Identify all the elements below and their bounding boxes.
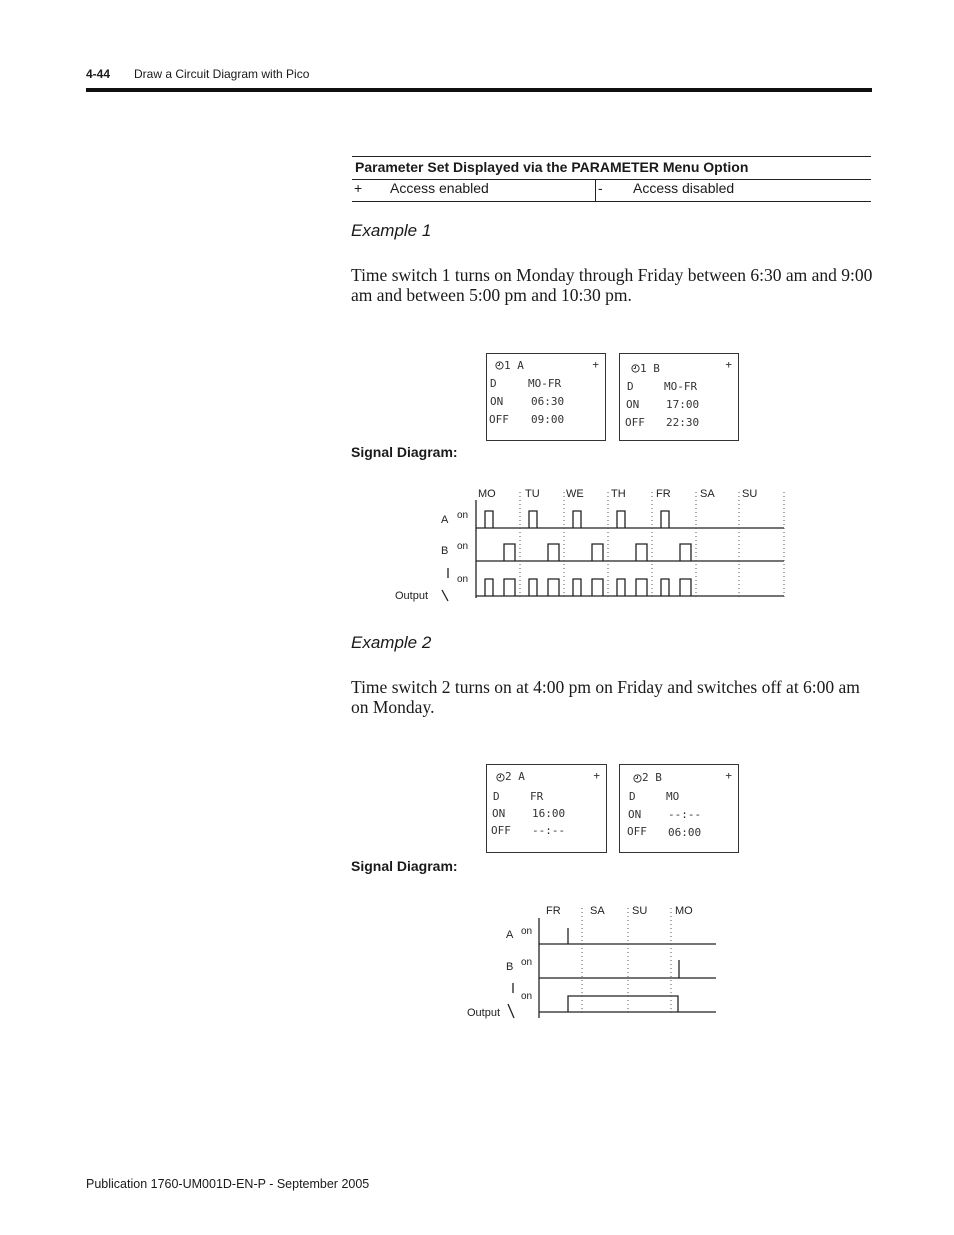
clock-icon (496, 772, 505, 785)
day-value: MO (666, 790, 680, 803)
day-value: FR (530, 790, 544, 803)
day-value: MO-FR (528, 377, 562, 390)
day-label: D (490, 377, 497, 390)
chapter-title: Draw a Circuit Diagram with Pico (134, 67, 310, 81)
parameter-table-row (352, 180, 871, 201)
display-title: 1 A (504, 359, 524, 372)
publication-footer: Publication 1760-UM001D-EN-P - September 2005 (86, 1177, 370, 1191)
switch-contact-icon (508, 983, 514, 1018)
display-plus: + (592, 358, 599, 371)
access-disabled-cell (596, 180, 871, 201)
plus-symbol: + (354, 180, 363, 196)
off-value: 06:00 (668, 826, 702, 839)
on-value: 06:30 (531, 395, 565, 408)
row-label-output: Output (467, 1007, 501, 1019)
lcd-display-2b (619, 764, 739, 853)
on-label: on (457, 574, 469, 585)
day-label: D (493, 790, 500, 803)
access-enabled-cell (352, 180, 596, 201)
page-number: 4-44 (86, 67, 111, 81)
day-value: MO-FR (664, 380, 698, 393)
off-value: 22:30 (666, 416, 700, 429)
parameter-table (352, 156, 871, 202)
lcd-display-2a (486, 764, 607, 853)
signal-diagram-label: Signal Diagram: (351, 444, 458, 460)
signal-a-pulses (485, 511, 669, 528)
on-value: 16:00 (532, 807, 566, 820)
example-1-text: Time switch 1 turns on Monday through Friday between 6:30 am and 9:00 am and between 5:00 pm and 10:30 pm. (351, 265, 873, 305)
signal-diagram-label: Signal Diagram: (351, 858, 458, 874)
signal-output-pulse (568, 996, 678, 1012)
on-label: ON (490, 395, 504, 408)
access-enabled-text: Access enabled (390, 180, 489, 196)
clock-icon (495, 360, 504, 373)
day-label: D (627, 380, 634, 393)
on-label: ON (626, 398, 640, 411)
off-label: OFF (489, 413, 509, 426)
parameter-table-title: Parameter Set Displayed via the PARAMETER Menu Option (352, 157, 871, 180)
on-label: on (521, 957, 533, 968)
off-label: OFF (491, 824, 511, 837)
off-label: OFF (625, 416, 645, 429)
display-title: 1 B (640, 362, 660, 375)
display-title: 2 A (505, 770, 525, 783)
display-plus: + (593, 769, 600, 782)
on-value: --:-- (668, 808, 702, 821)
row-label-b: B (441, 545, 449, 557)
day-label: TU (525, 488, 540, 500)
example-2-text: Time switch 2 turns on at 4:00 pm on Friday and switches off at 6:00 am on Monday. (351, 677, 860, 717)
on-label: on (521, 991, 533, 1002)
signal-output-pulses (485, 579, 691, 596)
signal-diagram-2 (460, 898, 722, 1024)
signal-b-pulses (504, 544, 691, 561)
display-plus: + (725, 358, 732, 371)
clock-icon (631, 363, 640, 376)
example-1-heading: Example 1 (351, 221, 432, 240)
off-label: OFF (627, 825, 647, 838)
lcd-display-1b (619, 353, 739, 441)
row-label-output: Output (395, 590, 429, 602)
day-label: D (629, 790, 636, 803)
row-label-a: A (441, 514, 449, 526)
on-label: on (457, 510, 469, 521)
signal-diagram-1 (390, 480, 790, 610)
day-label: SU (742, 488, 758, 500)
day-label: SA (700, 488, 715, 500)
row-label-b: B (506, 961, 514, 973)
switch-contact-icon (442, 568, 448, 601)
day-label: SA (590, 905, 605, 917)
minus-symbol: - (598, 180, 603, 196)
access-disabled-text: Access disabled (633, 180, 735, 196)
day-label: MO (478, 488, 496, 500)
display-plus: + (725, 769, 732, 782)
row-label-a: A (506, 929, 514, 941)
on-label: on (521, 926, 533, 937)
on-value: 17:00 (666, 398, 700, 411)
example-2-heading: Example 2 (351, 633, 432, 652)
header-rule (86, 88, 872, 92)
on-label: on (457, 541, 469, 552)
lcd-display-1a (486, 353, 606, 441)
display-title: 2 B (642, 771, 662, 784)
day-label: TH (611, 488, 626, 500)
day-label: FR (656, 488, 671, 500)
day-label: FR (546, 905, 561, 917)
clock-icon (633, 773, 642, 786)
day-label: MO (675, 905, 693, 917)
on-label: ON (628, 808, 642, 821)
off-value: --:-- (532, 824, 566, 837)
day-label: SU (632, 905, 648, 917)
on-label: ON (492, 807, 506, 820)
off-value: 09:00 (531, 413, 565, 426)
day-label: WE (566, 488, 584, 500)
